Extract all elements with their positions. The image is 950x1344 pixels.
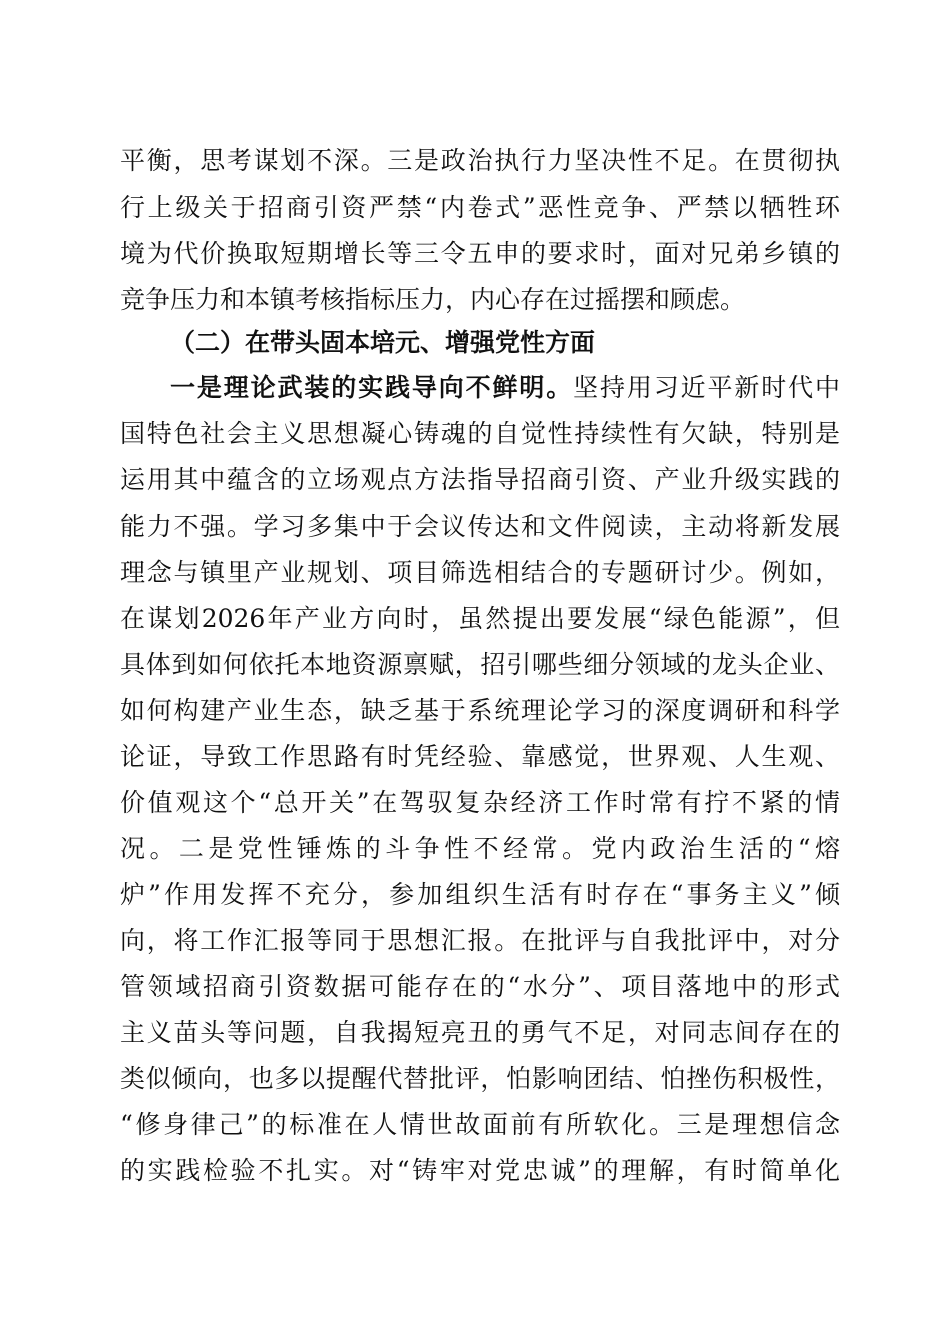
body-text-line: “修身律己”的标准在人情世故面前有所软化。三是理想信念 xyxy=(120,1110,840,1139)
body-text-line: 具体到如何依托本地资源禀赋，招引哪些细分领域的龙头企业、 xyxy=(120,650,840,679)
paragraph-lead: 一是理论武装的实践导向不鲜明。 xyxy=(170,373,574,402)
body-text-line: 竞争压力和本镇考核指标压力，内心存在过摇摆和顾虑。 xyxy=(120,285,746,314)
body-text-line: 论证，导致工作思路有时凭经验、靠感觉，世界观、人生观、 xyxy=(120,742,840,771)
body-text-line: 运用其中蕴含的立场观点方法指导招商引资、产业升级实践的 xyxy=(120,465,840,494)
body-text-line: 管领域招商引资数据可能存在的“水分”、项目落地中的形式 xyxy=(120,972,840,1001)
paragraph-first-line xyxy=(170,368,840,408)
body-text-line: 理念与镇里产业规划、项目筛选相结合的专题研讨少。例如， xyxy=(120,558,840,587)
body-text-line: 在谋划2026年产业方向时，虽然提出要发展“绿色能源”，但 xyxy=(120,604,840,633)
body-text-line: 国特色社会主义思想凝心铸魂的自觉性持续性有欠缺，特别是 xyxy=(120,419,840,448)
body-text-line: 行上级关于招商引资严禁“内卷式”恶性竞争、严禁以牺牲环 xyxy=(120,193,840,222)
body-text-line: 的实践检验不扎实。对“铸牢对党忠诚”的理解，有时简单化 xyxy=(120,1156,840,1185)
body-text-line: 况。二是党性锤炼的斗争性不经常。党内政治生活的“熔 xyxy=(120,834,840,863)
body-text-line: 如何构建产业生态，缺乏基于系统理论学习的深度调研和科学 xyxy=(120,696,840,725)
body-text-line: 价值观这个“总开关”在驾驭复杂经济工作时常有拧不紧的情 xyxy=(120,788,840,817)
body-text-line: 境为代价换取短期增长等三令五申的要求时，面对兄弟乡镇的 xyxy=(120,239,840,268)
paragraph-first-line-text: 坚持用习近平新时代中 xyxy=(573,373,840,402)
section-heading: （二）在带头固本培元、增强党性方面 xyxy=(170,328,596,357)
body-text-line: 主义苗头等问题，自我揭短亮丑的勇气不足，对同志间存在的 xyxy=(120,1018,840,1047)
body-text-line: 平衡，思考谋划不深。三是政治执行力坚决性不足。在贯彻执 xyxy=(120,146,840,175)
body-text-line: 类似倾向，也多以提醒代替批评，怕影响团结、怕挫伤积极性， xyxy=(120,1064,840,1093)
body-text-line: 向，将工作汇报等同于思想汇报。在批评与自我批评中，对分 xyxy=(120,926,840,955)
body-text-line: 能力不强。学习多集中于会议传达和文件阅读，主动将新发展 xyxy=(120,512,840,541)
body-text-line: 炉”作用发挥不充分，参加组织生活有时存在“事务主义”倾 xyxy=(120,880,840,909)
